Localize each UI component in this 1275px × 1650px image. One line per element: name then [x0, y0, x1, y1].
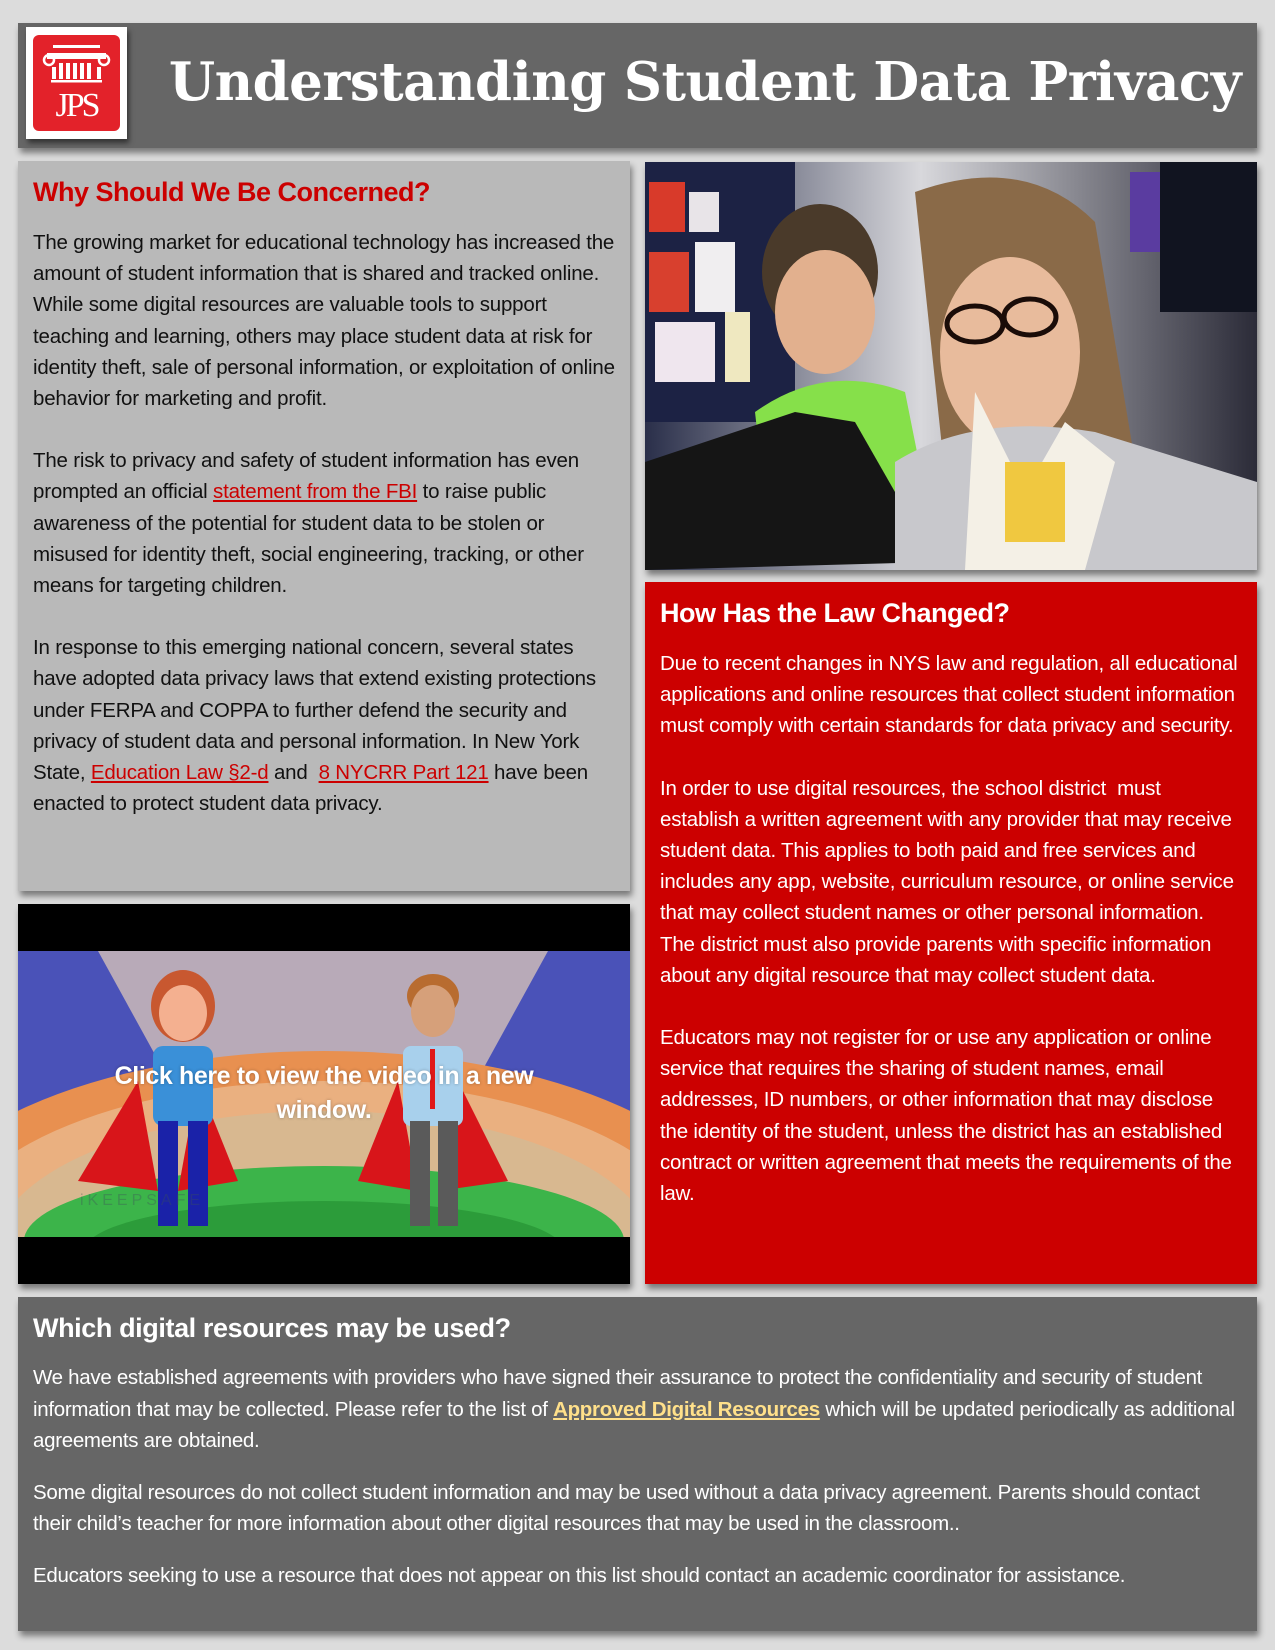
law-paragraph-3: Educators may not register for or use any application or online service that requires the sharing of student names, email addresses, ID numbers, or other information that may disclose the identity of the student, unless the district has an established contract or written agreement that meets the requirements of the law. [660, 1026, 1232, 1206]
text: We have established agreements with providers who have signed their assurance to protect the confidentiality and security of student information that may be collected. Please refer to the list of [33, 1366, 1203, 1421]
resources-paragraph-3: Educators seeking to use a resource that does not appear on this list should contact an academic coordinator for assistance. [33, 1563, 1126, 1587]
resources-paragraph-1 [33, 1362, 1243, 1457]
video-thumbnail-link[interactable] [18, 904, 630, 1284]
concern-paragraph-2 [33, 445, 616, 601]
students-photo [645, 162, 1257, 570]
video-caption[interactable]: Click here to view the video in a new window. [114, 1062, 534, 1124]
law-paragraph-2: In order to use digital resources, the school district must establish a written agreement with any provider that may receive student data. This applies to both paid and free services and includes any app, website, curriculum resource, or online service that may collect student names or other personal information. The district must also provide parents with specific information about any digital resource that may collect student data. [660, 776, 1240, 987]
text: to raise public awareness of the potential for student data to be stolen or misused for identity theft, social engineering, tracking, or other means for targeting children. [33, 480, 584, 598]
ikeepsafe-watermark: iKEEPSAFE [80, 1192, 205, 1209]
concern-panel [18, 161, 630, 891]
resources-panel [18, 1297, 1257, 1631]
text: In response to this emerging national concern, several states have adopted data privacy laws that extend existing protections under FERPA and COPPA to further defend the security and privacy of student data and personal information. In New York State, [33, 636, 596, 785]
concern-heading: Why Should We Be Concerned? [33, 177, 431, 207]
concern-paragraph-1: The growing market for educational technology has increased the amount of student information that is shared and tracked online. While some digital resources are valuable tools to support teaching and learning, others may place student data at risk for identity theft, sale of personal information, or exploitation of online behavior for marketing and profit. [33, 231, 615, 411]
page-title: Understanding Student Data Privacy [168, 51, 1241, 113]
resources-heading: Which digital resources may be used? [33, 1313, 511, 1343]
approved-digital-resources-link[interactable]: Approved Digital Resources [553, 1397, 820, 1421]
text: have been enacted to protect student data privacy. [33, 761, 588, 816]
nycrr-part-121-link[interactable]: 8 NYCRR Part 121 [318, 761, 489, 785]
logo-badge [33, 35, 120, 131]
concern-paragraph-3 [33, 632, 616, 819]
education-law-link[interactable]: Education Law §2-d [90, 761, 269, 785]
fbi-statement-link[interactable]: statement from the FBI [213, 480, 418, 504]
text: and [268, 761, 319, 785]
page-header [18, 23, 1257, 148]
law-paragraph-1: Due to recent changes in NYS law and regulation, all educational applications and online resources that collect student information must comply with certain standards for data privacy and security. [660, 652, 1238, 738]
law-panel [645, 582, 1257, 1284]
resources-paragraph-2: Some digital resources do not collect student information and may be used without a data privacy agreement. Parents should contact their child’s teacher for more information about other digital resources that may be used in the classroom.. [33, 1480, 1200, 1535]
law-heading: How Has the Law Changed? [660, 598, 1010, 628]
text: which will be updated periodically as additional agreements are obtained. [33, 1397, 1235, 1452]
text: The risk to privacy and safety of student information has even prompted an official [33, 449, 579, 504]
logo-text: JPS [55, 87, 98, 124]
jps-logo [26, 27, 127, 139]
